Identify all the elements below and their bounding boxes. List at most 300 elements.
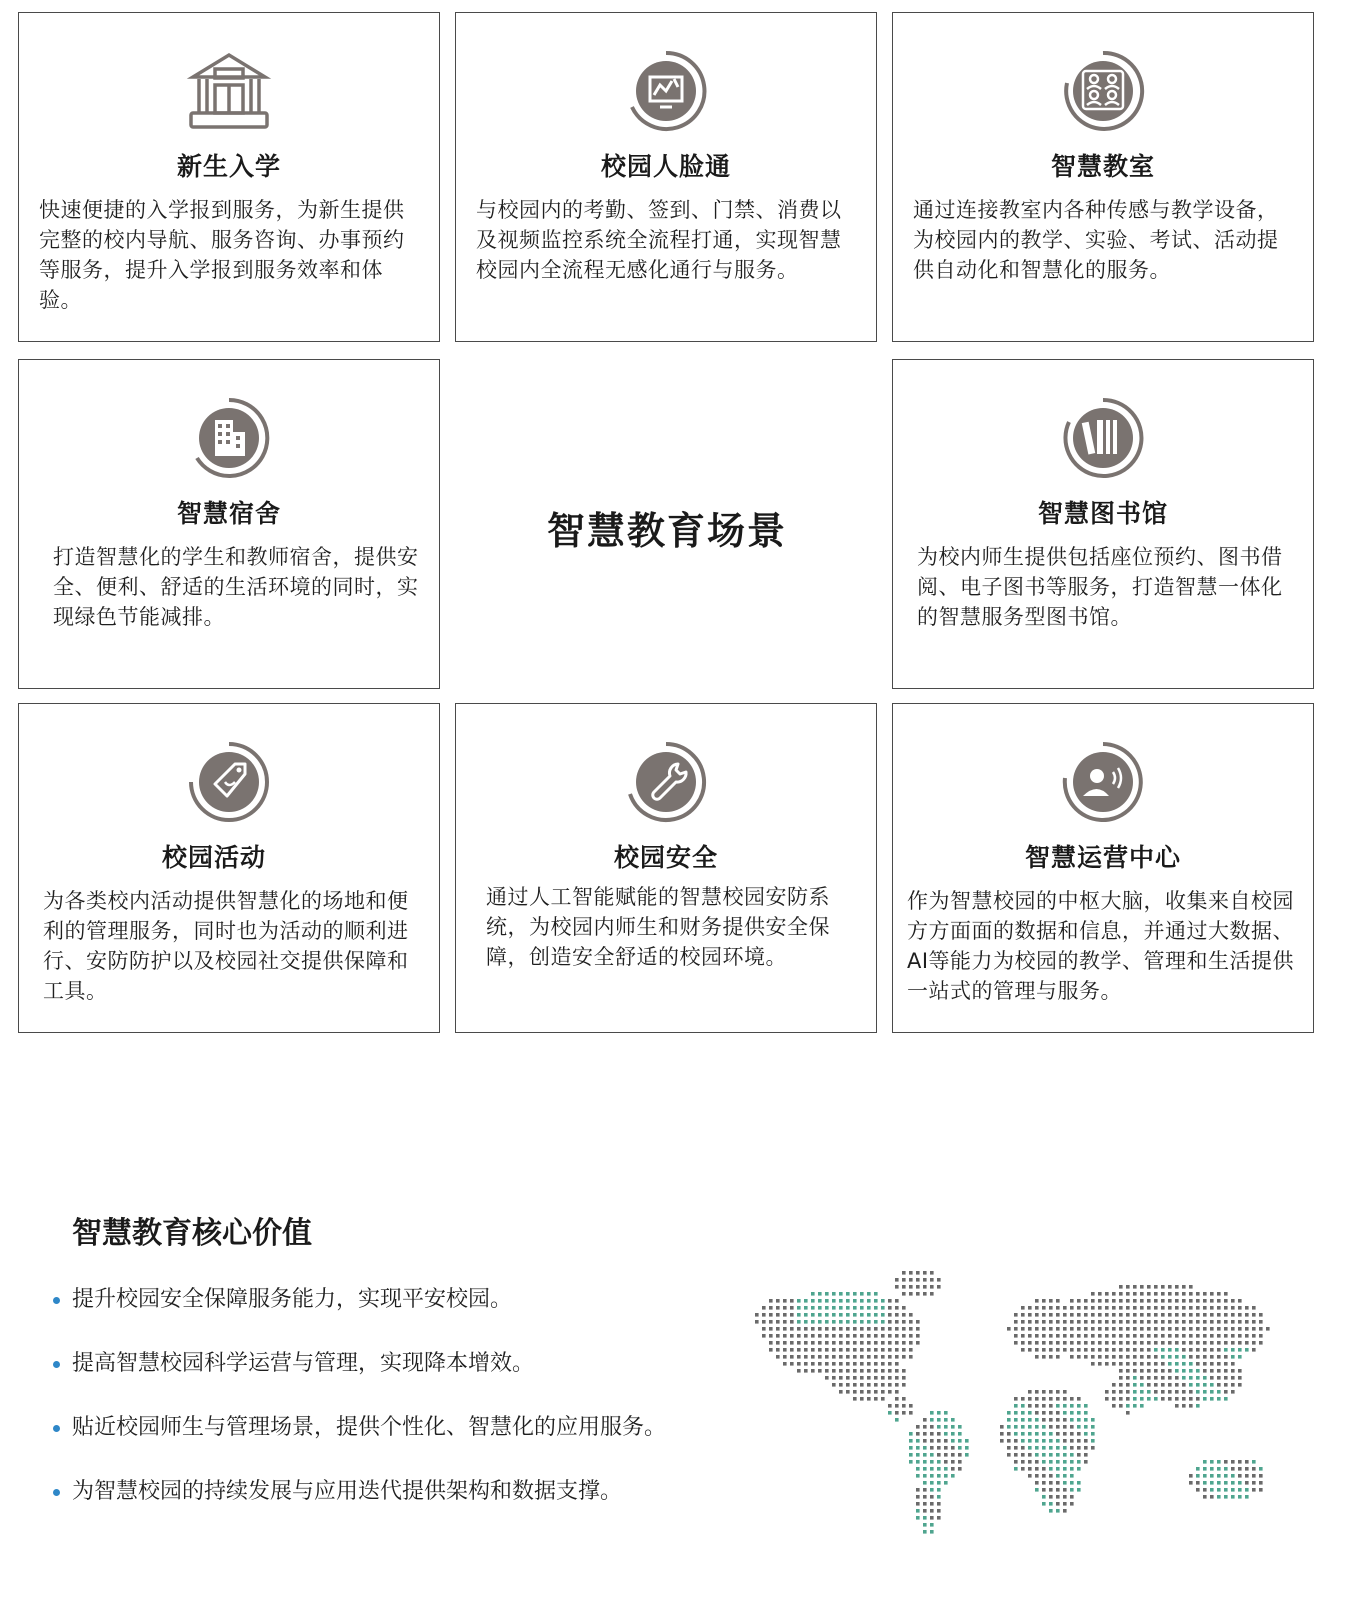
map-dot xyxy=(888,1320,892,1324)
map-dot xyxy=(1210,1292,1214,1296)
map-dot xyxy=(1119,1341,1123,1345)
map-dot xyxy=(895,1376,899,1380)
map-dot xyxy=(951,1425,955,1429)
card-smart-operations-center xyxy=(892,703,1314,1033)
map-dot xyxy=(1077,1467,1081,1471)
map-dot xyxy=(762,1334,766,1338)
map-dot xyxy=(1168,1369,1172,1373)
map-dot xyxy=(923,1292,927,1296)
map-dot xyxy=(1231,1355,1235,1359)
map-dot xyxy=(1007,1425,1011,1429)
map-dot xyxy=(1126,1306,1130,1310)
map-dot xyxy=(923,1530,927,1534)
map-dot xyxy=(881,1348,885,1352)
map-dot xyxy=(951,1418,955,1422)
map-dot xyxy=(916,1320,920,1324)
map-dot xyxy=(930,1509,934,1513)
map-dot xyxy=(1245,1481,1249,1485)
map-dot xyxy=(1231,1474,1235,1478)
map-dot xyxy=(1154,1327,1158,1331)
map-dot xyxy=(860,1397,864,1401)
map-dot xyxy=(930,1411,934,1415)
map-dot xyxy=(1056,1320,1060,1324)
map-dot xyxy=(1154,1397,1158,1401)
map-dot xyxy=(902,1306,906,1310)
map-dot xyxy=(1217,1474,1221,1478)
map-dot xyxy=(1224,1460,1228,1464)
map-dot xyxy=(1028,1327,1032,1331)
map-dot xyxy=(930,1439,934,1443)
map-dot xyxy=(923,1509,927,1513)
map-dot xyxy=(832,1355,836,1359)
map-dot xyxy=(1189,1327,1193,1331)
map-dot xyxy=(1203,1495,1207,1499)
map-dot xyxy=(1161,1397,1165,1401)
map-dot xyxy=(1175,1334,1179,1338)
map-dot xyxy=(1147,1285,1151,1289)
map-dot xyxy=(804,1299,808,1303)
map-dot xyxy=(839,1362,843,1366)
map-dot xyxy=(825,1320,829,1324)
map-dot xyxy=(1007,1418,1011,1422)
map-dot xyxy=(1126,1348,1130,1352)
map-dot xyxy=(909,1320,913,1324)
map-dot xyxy=(916,1467,920,1471)
map-dot xyxy=(783,1306,787,1310)
map-dot xyxy=(944,1481,948,1485)
map-dot xyxy=(783,1327,787,1331)
map-dot xyxy=(1203,1313,1207,1317)
map-dot xyxy=(1182,1313,1186,1317)
map-dot xyxy=(895,1327,899,1331)
map-dot xyxy=(1189,1292,1193,1296)
map-dot xyxy=(937,1467,941,1471)
map-dot xyxy=(1126,1327,1130,1331)
map-dot xyxy=(1049,1341,1053,1345)
map-dot xyxy=(853,1327,857,1331)
map-dot xyxy=(1217,1467,1221,1471)
map-dot xyxy=(1238,1474,1242,1478)
map-dot xyxy=(1091,1432,1095,1436)
map-dot xyxy=(1210,1362,1214,1366)
map-dot xyxy=(881,1355,885,1359)
school-building-icon xyxy=(185,47,273,135)
map-dot xyxy=(762,1313,766,1317)
map-dot xyxy=(881,1327,885,1331)
map-dot xyxy=(1203,1474,1207,1478)
map-dot xyxy=(944,1467,948,1471)
map-dot xyxy=(1203,1460,1207,1464)
map-dot xyxy=(1259,1467,1263,1471)
map-dot xyxy=(1063,1397,1067,1401)
map-dot xyxy=(937,1488,941,1492)
map-dot xyxy=(1133,1390,1137,1394)
map-dot xyxy=(881,1397,885,1401)
map-dot xyxy=(1182,1327,1186,1331)
map-dot xyxy=(1175,1390,1179,1394)
map-dot xyxy=(1105,1292,1109,1296)
map-dot xyxy=(1126,1299,1130,1303)
map-dot xyxy=(797,1362,801,1366)
map-dot xyxy=(923,1453,927,1457)
map-dot xyxy=(1007,1327,1011,1331)
map-dot xyxy=(1189,1376,1193,1380)
map-dot xyxy=(902,1355,906,1359)
map-dot xyxy=(1133,1362,1137,1366)
map-dot xyxy=(846,1299,850,1303)
map-dot xyxy=(1049,1460,1053,1464)
map-dot xyxy=(1147,1306,1151,1310)
map-dot xyxy=(755,1320,759,1324)
map-dot xyxy=(1070,1334,1074,1338)
map-dot xyxy=(1252,1313,1256,1317)
map-dot xyxy=(1203,1292,1207,1296)
map-dot xyxy=(1126,1383,1130,1387)
map-dot xyxy=(1112,1362,1116,1366)
map-dot xyxy=(1133,1306,1137,1310)
map-dot xyxy=(804,1355,808,1359)
map-dot xyxy=(860,1348,864,1352)
map-dot xyxy=(1021,1460,1025,1464)
map-dot xyxy=(874,1327,878,1331)
map-dot xyxy=(909,1404,913,1408)
map-dot xyxy=(1035,1425,1039,1429)
map-dot xyxy=(923,1285,927,1289)
map-dot xyxy=(888,1411,892,1415)
map-dot xyxy=(1007,1411,1011,1415)
map-dot xyxy=(1182,1334,1186,1338)
map-dot xyxy=(1168,1390,1172,1394)
map-dot xyxy=(1189,1320,1193,1324)
card-campus-activities xyxy=(18,703,440,1033)
map-dot xyxy=(1049,1355,1053,1359)
map-dot xyxy=(1252,1327,1256,1331)
map-dot xyxy=(1210,1334,1214,1338)
map-dot xyxy=(825,1299,829,1303)
map-dot xyxy=(1147,1320,1151,1324)
map-dot xyxy=(1056,1418,1060,1422)
map-dot xyxy=(1049,1467,1053,1471)
map-dot xyxy=(888,1299,892,1303)
map-dot xyxy=(818,1369,822,1373)
map-dot xyxy=(923,1488,927,1492)
map-dot xyxy=(1140,1390,1144,1394)
map-dot xyxy=(1021,1327,1025,1331)
map-dot xyxy=(839,1313,843,1317)
map-dot xyxy=(1189,1383,1193,1387)
map-dot xyxy=(874,1348,878,1352)
map-dot xyxy=(888,1376,892,1380)
map-dot xyxy=(769,1313,773,1317)
map-dot xyxy=(832,1348,836,1352)
map-dot xyxy=(1140,1369,1144,1373)
map-dot xyxy=(1147,1313,1151,1317)
map-dot xyxy=(1070,1460,1074,1464)
map-dot xyxy=(1196,1390,1200,1394)
map-dot xyxy=(1175,1348,1179,1352)
map-dot xyxy=(944,1474,948,1478)
map-dot xyxy=(1056,1474,1060,1478)
map-dot xyxy=(1049,1390,1053,1394)
map-dot xyxy=(846,1313,850,1317)
map-dot xyxy=(930,1271,934,1275)
map-dot xyxy=(1217,1327,1221,1331)
map-dot xyxy=(1210,1481,1214,1485)
map-dot xyxy=(881,1306,885,1310)
map-dot xyxy=(832,1313,836,1317)
map-dot xyxy=(1210,1313,1214,1317)
map-dot xyxy=(1161,1383,1165,1387)
map-dot xyxy=(860,1313,864,1317)
map-dot xyxy=(1056,1495,1060,1499)
map-dot xyxy=(1084,1453,1088,1457)
map-dot xyxy=(1154,1348,1158,1352)
map-dot xyxy=(874,1369,878,1373)
map-dot xyxy=(1119,1313,1123,1317)
map-dot xyxy=(1056,1313,1060,1317)
map-dot xyxy=(1259,1320,1263,1324)
dormitory-building-icon xyxy=(185,394,273,482)
map-dot xyxy=(1126,1355,1130,1359)
map-dot xyxy=(1084,1313,1088,1317)
map-dot xyxy=(944,1418,948,1422)
map-dot xyxy=(846,1306,850,1310)
map-dot xyxy=(1203,1299,1207,1303)
map-dot xyxy=(1231,1460,1235,1464)
map-dot xyxy=(1224,1334,1228,1338)
map-dot xyxy=(888,1355,892,1359)
card-description: 打造智慧化的学生和教师宿舍，提供安全、便利、舒适的生活环境的同时，实现绿色节能减排。 xyxy=(53,545,419,629)
map-dot xyxy=(1049,1453,1053,1457)
map-dot xyxy=(1098,1341,1102,1345)
map-dot xyxy=(818,1341,822,1345)
map-dot xyxy=(825,1292,829,1296)
map-dot xyxy=(1210,1376,1214,1380)
map-dot xyxy=(1175,1404,1179,1408)
map-dot xyxy=(1245,1341,1249,1345)
map-dot xyxy=(1028,1306,1032,1310)
map-dot xyxy=(1077,1481,1081,1485)
map-dot xyxy=(790,1355,794,1359)
map-dot xyxy=(818,1355,822,1359)
map-dot xyxy=(853,1355,857,1359)
map-dot xyxy=(1238,1320,1242,1324)
map-dot xyxy=(1112,1397,1116,1401)
card-title: 校园人脸通 xyxy=(600,152,731,181)
map-dot xyxy=(867,1362,871,1366)
map-dot xyxy=(1070,1453,1074,1457)
map-dot xyxy=(1224,1362,1228,1366)
map-dot xyxy=(1063,1320,1067,1324)
map-dot xyxy=(944,1411,948,1415)
map-dot xyxy=(860,1355,864,1359)
map-dot xyxy=(769,1348,773,1352)
map-dot xyxy=(1014,1313,1018,1317)
map-dot xyxy=(1161,1285,1165,1289)
classroom-icon xyxy=(1059,47,1147,135)
map-dot xyxy=(909,1292,913,1296)
map-dot xyxy=(895,1404,899,1408)
center-title: 智慧教育场景 xyxy=(546,509,787,553)
map-dot xyxy=(923,1271,927,1275)
map-dot xyxy=(1077,1355,1081,1359)
map-dot xyxy=(776,1306,780,1310)
map-dot xyxy=(818,1334,822,1338)
map-dot xyxy=(811,1362,815,1366)
map-dot xyxy=(1098,1355,1102,1359)
map-dot xyxy=(1077,1411,1081,1415)
map-dot xyxy=(1203,1383,1207,1387)
map-dot xyxy=(1070,1348,1074,1352)
map-dot xyxy=(1070,1432,1074,1436)
map-dot xyxy=(797,1334,801,1338)
map-dot xyxy=(1063,1313,1067,1317)
map-dot xyxy=(804,1348,808,1352)
map-dot xyxy=(818,1306,822,1310)
map-dot xyxy=(1210,1320,1214,1324)
map-dot xyxy=(1154,1320,1158,1324)
map-dot xyxy=(1154,1362,1158,1366)
map-dot xyxy=(755,1313,759,1317)
map-dot xyxy=(1049,1502,1053,1506)
map-dot xyxy=(1231,1369,1235,1373)
map-dot xyxy=(1105,1355,1109,1359)
map-dot xyxy=(1084,1425,1088,1429)
map-dot xyxy=(1098,1334,1102,1338)
map-dot xyxy=(1252,1460,1256,1464)
map-dot xyxy=(1210,1341,1214,1345)
map-dot xyxy=(1217,1341,1221,1345)
map-dot xyxy=(909,1334,913,1338)
map-dot xyxy=(951,1439,955,1443)
map-dot xyxy=(1014,1411,1018,1415)
map-dot xyxy=(1217,1376,1221,1380)
map-dot xyxy=(1112,1299,1116,1303)
card-title: 校园安全 xyxy=(613,843,718,872)
map-dot xyxy=(1168,1355,1172,1359)
map-dot xyxy=(1042,1481,1046,1485)
map-dot xyxy=(867,1334,871,1338)
map-dot xyxy=(1182,1355,1186,1359)
map-dot xyxy=(867,1369,871,1373)
map-dot xyxy=(1098,1362,1102,1366)
map-dot xyxy=(881,1383,885,1387)
map-dot xyxy=(776,1355,780,1359)
map-dot xyxy=(1224,1390,1228,1394)
map-dot xyxy=(888,1341,892,1345)
map-dot xyxy=(1077,1306,1081,1310)
map-dot xyxy=(1126,1404,1130,1408)
map-dot xyxy=(1098,1306,1102,1310)
map-dot xyxy=(1133,1369,1137,1373)
map-dot xyxy=(1063,1502,1067,1506)
map-dot xyxy=(930,1502,934,1506)
map-dot xyxy=(1098,1299,1102,1303)
map-dot xyxy=(1035,1446,1039,1450)
map-dot xyxy=(1147,1348,1151,1352)
map-dot xyxy=(804,1327,808,1331)
map-dot xyxy=(937,1481,941,1485)
map-dot xyxy=(1147,1369,1151,1373)
map-dot xyxy=(818,1362,822,1366)
map-dot xyxy=(1154,1313,1158,1317)
map-dot xyxy=(825,1327,829,1331)
map-dot xyxy=(916,1292,920,1296)
map-dot xyxy=(1217,1369,1221,1373)
map-dot xyxy=(1028,1348,1032,1352)
map-dot xyxy=(958,1425,962,1429)
map-dot xyxy=(895,1278,899,1282)
map-dot xyxy=(1266,1327,1270,1331)
map-dot xyxy=(937,1418,941,1422)
map-dot xyxy=(804,1334,808,1338)
map-dot xyxy=(1077,1397,1081,1401)
map-dot xyxy=(818,1327,822,1331)
map-dot xyxy=(790,1362,794,1366)
map-dot xyxy=(888,1404,892,1408)
map-dot xyxy=(895,1313,899,1317)
map-dot xyxy=(1021,1453,1025,1457)
map-dot xyxy=(1056,1509,1060,1513)
map-dot xyxy=(1259,1313,1263,1317)
map-dot xyxy=(1224,1474,1228,1478)
map-dot xyxy=(909,1446,913,1450)
map-dot xyxy=(1182,1390,1186,1394)
map-dot xyxy=(944,1432,948,1436)
map-dot xyxy=(1133,1320,1137,1324)
map-dot xyxy=(776,1341,780,1345)
map-dot xyxy=(1168,1285,1172,1289)
map-dot xyxy=(1070,1439,1074,1443)
map-dot xyxy=(1182,1299,1186,1303)
map-dot xyxy=(874,1383,878,1387)
map-dot xyxy=(1217,1460,1221,1464)
map-dot xyxy=(1231,1467,1235,1471)
map-dot xyxy=(1175,1299,1179,1303)
map-dot xyxy=(1084,1348,1088,1352)
map-dot xyxy=(769,1334,773,1338)
map-dot xyxy=(874,1299,878,1303)
map-dot xyxy=(1182,1369,1186,1373)
map-dot xyxy=(937,1474,941,1478)
map-dot xyxy=(1070,1502,1074,1506)
map-dot xyxy=(1035,1467,1039,1471)
map-dot xyxy=(1175,1327,1179,1331)
map-dot xyxy=(1217,1299,1221,1303)
map-dot xyxy=(930,1467,934,1471)
map-dot xyxy=(1238,1376,1242,1380)
map-dot xyxy=(1056,1446,1060,1450)
map-dot xyxy=(1028,1467,1032,1471)
map-dot xyxy=(1042,1306,1046,1310)
map-dot xyxy=(1161,1369,1165,1373)
map-dot xyxy=(839,1341,843,1345)
map-dot xyxy=(1049,1397,1053,1401)
map-dot xyxy=(1231,1327,1235,1331)
map-dot xyxy=(1189,1404,1193,1408)
map-dot xyxy=(1028,1425,1032,1429)
map-dot xyxy=(902,1411,906,1415)
map-dot xyxy=(923,1446,927,1450)
map-dot xyxy=(1056,1334,1060,1338)
map-dot xyxy=(1231,1334,1235,1338)
map-dot xyxy=(1210,1369,1214,1373)
map-dot xyxy=(1147,1397,1151,1401)
map-dot xyxy=(1140,1313,1144,1317)
map-dot xyxy=(1070,1411,1074,1415)
map-dot xyxy=(1077,1341,1081,1345)
map-dot xyxy=(888,1327,892,1331)
